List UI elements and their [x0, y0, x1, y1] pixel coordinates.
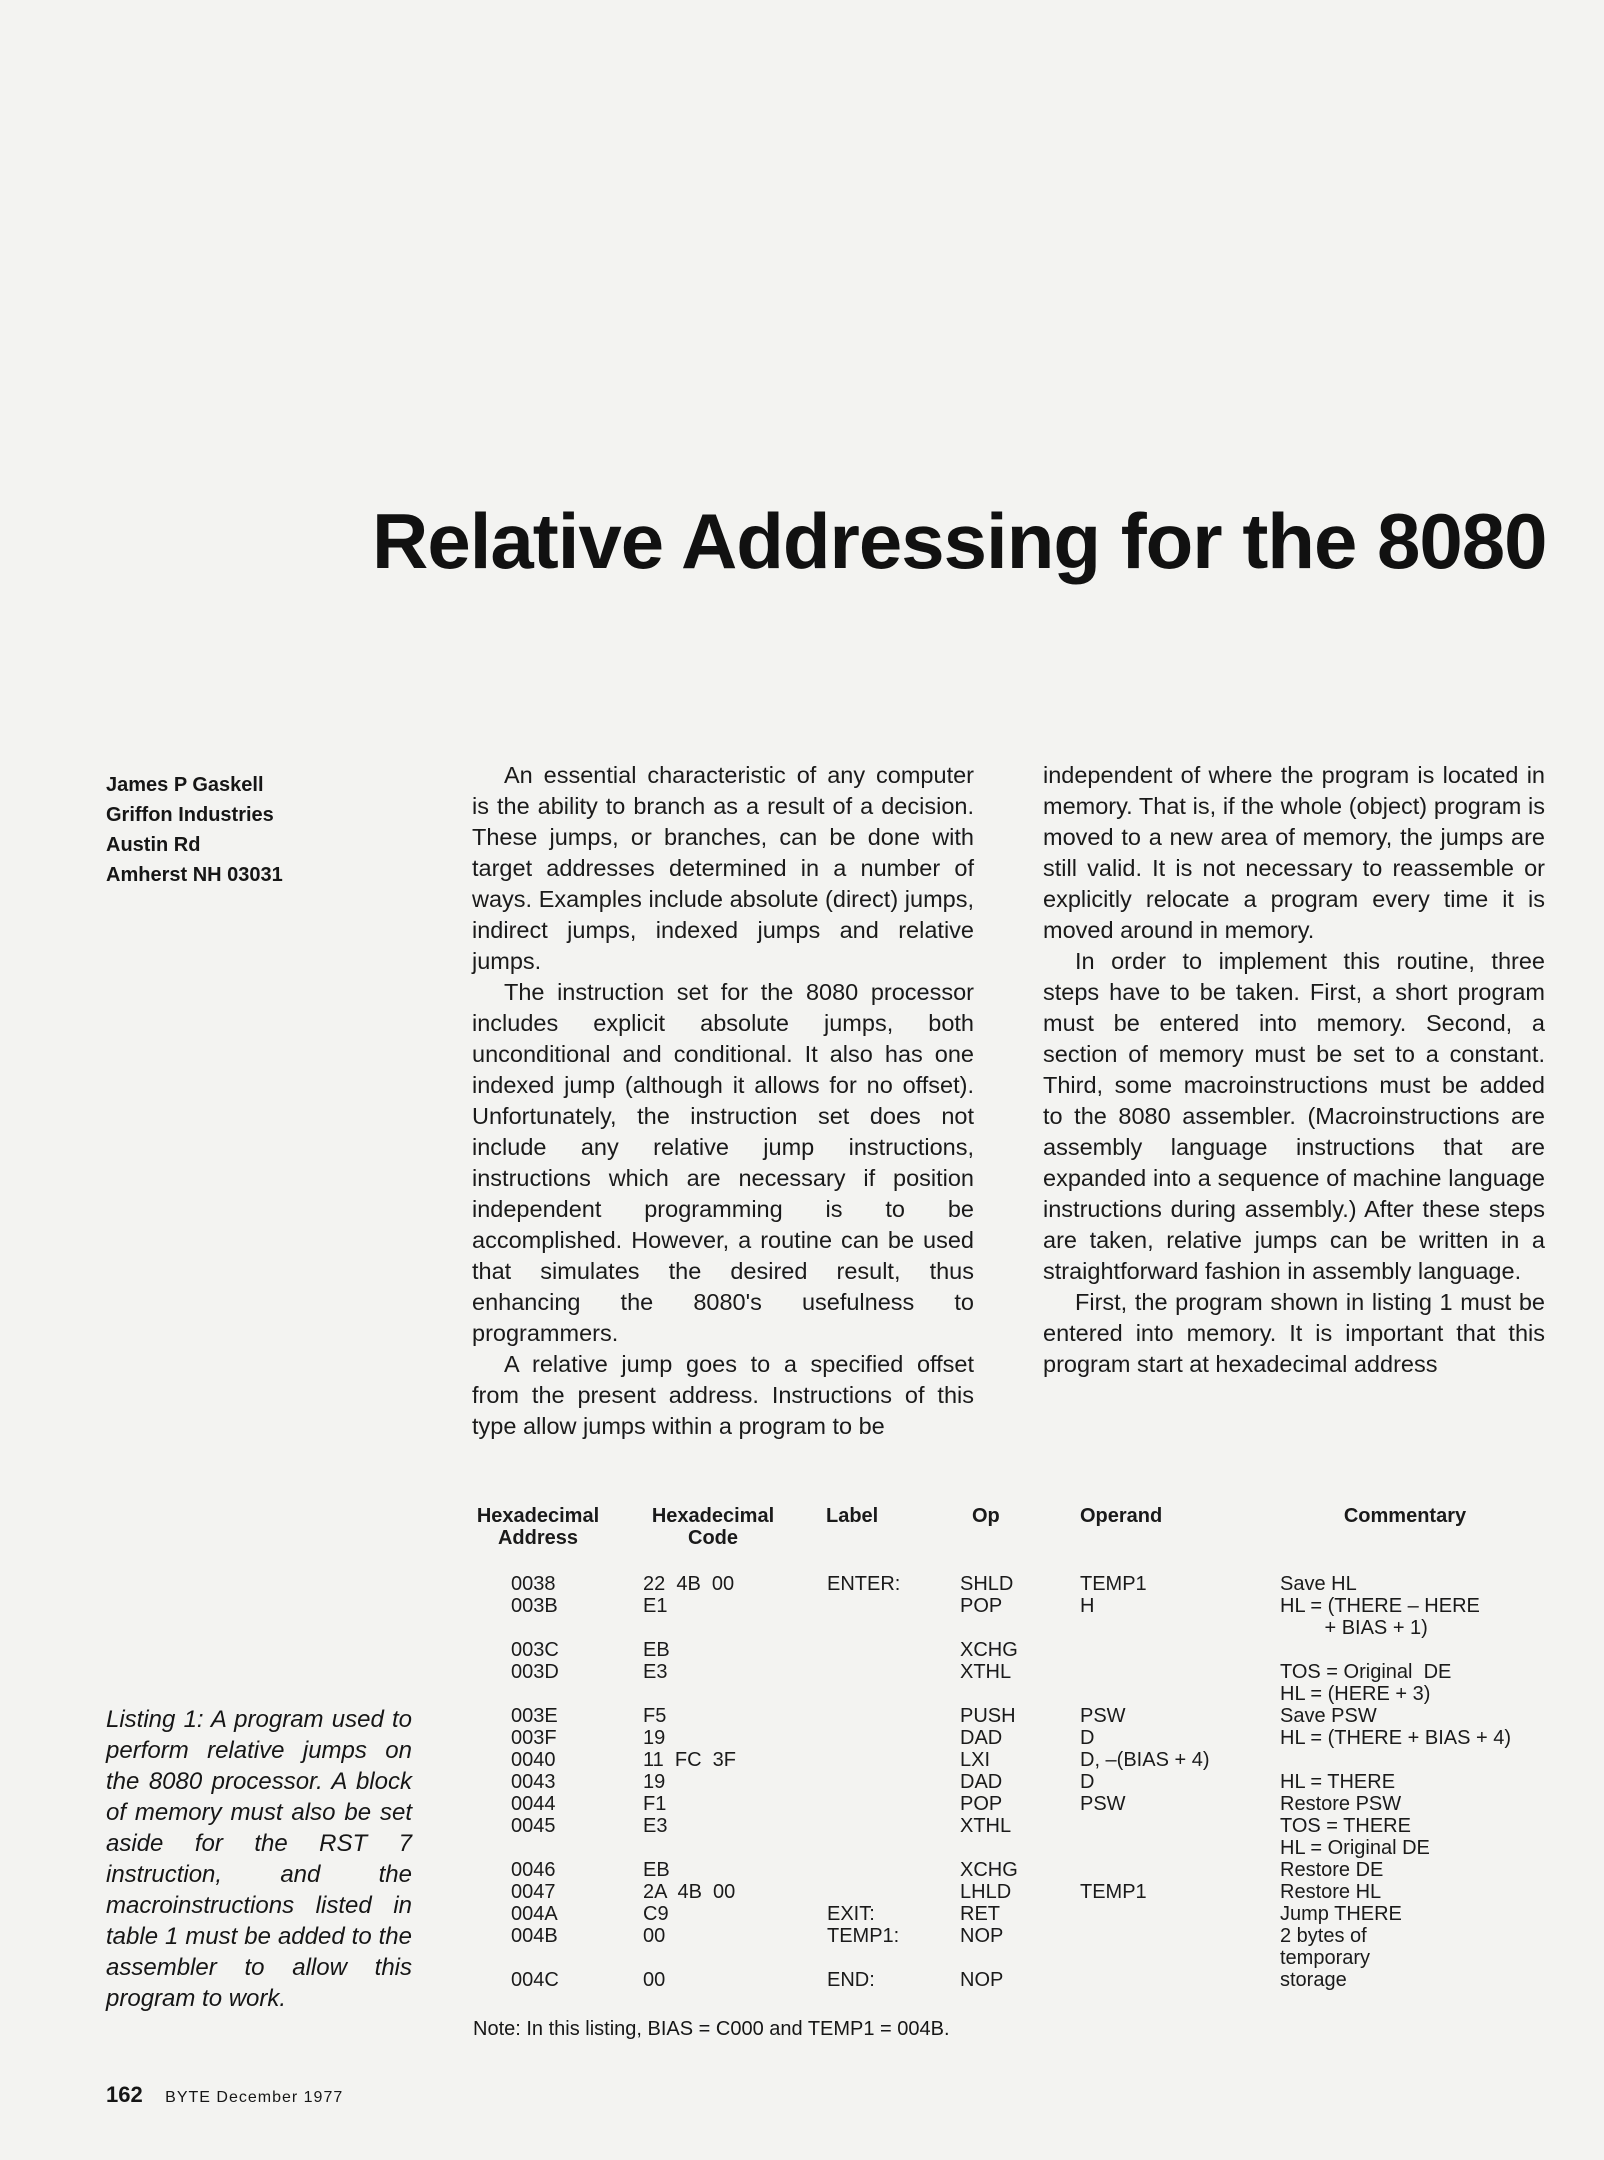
paragraph: A relative jump goes to a specified offset from the present address. Instructions of this type allow jumps within a program to be — [472, 1351, 974, 1439]
listing-code-cell: 22 4B 00 — [643, 1573, 735, 1595]
listing-header-op: Op — [972, 1505, 1000, 1527]
listing-header-label: Label — [826, 1505, 879, 1527]
listing-header-address: Hexadecimal Address — [476, 1505, 600, 1549]
author-block — [106, 770, 366, 890]
page-footer — [106, 2082, 343, 2108]
listing-address-cell: 0043 — [511, 1771, 556, 1793]
listing-code-cell: E3 — [643, 1815, 668, 1837]
listing-address-cell: 003E — [511, 1705, 558, 1727]
listing-op-cell: XTHL — [960, 1661, 1012, 1683]
author-street: Austin Rd — [106, 834, 201, 856]
listing-header-comment: Commentary — [1343, 1505, 1467, 1527]
listing-label-cell: END: — [827, 1969, 875, 1991]
listing-header-operand: Operand — [1080, 1505, 1163, 1527]
listing-operand-cell: PSW — [1080, 1705, 1126, 1727]
listing-address-cell: 003F — [511, 1727, 557, 1749]
listing-comment-cell: Restore PSW — [1280, 1793, 1402, 1815]
listing-code-cell: 11 FC 3F — [643, 1749, 736, 1771]
listing-op-cell: SHLD — [960, 1573, 1014, 1595]
listing-operand-cell: D — [1080, 1771, 1095, 1793]
listing-comment-cell: HL = (THERE + BIAS + 4) — [1280, 1727, 1512, 1749]
listing-address-cell: 003C — [511, 1639, 559, 1661]
listing-op-cell: DAD — [960, 1771, 1003, 1793]
listing-comment-cell: Restore DE — [1280, 1859, 1384, 1881]
body-column-2 — [1043, 760, 1545, 1380]
listing-op-cell: XCHG — [960, 1639, 1018, 1661]
listing-address-cell: 003B — [511, 1595, 558, 1617]
listing-address-cell: 004A — [511, 1903, 558, 1925]
listing-op-cell: POP — [960, 1595, 1003, 1617]
listing-code-cell: F1 — [643, 1793, 667, 1815]
author-company: Griffon Industries — [106, 804, 274, 826]
listing-op-cell: RET — [960, 1903, 1000, 1925]
listing-label-cell: TEMP1: — [827, 1925, 900, 1947]
listing-op-cell: XCHG — [960, 1859, 1018, 1881]
paragraph: The instruction set for the 8080 processor includes explicit absolute jumps, both unconditional and conditional. It also has one indexed jump (although it allows for no offset). Unfortunately, the instruction set does not include any relative jump instructions, instructions which are necessary if position independent programming is to be accomplished. However, a routine can be used that simulates the desired result, thus enhancing the 8080's usefulness to programmers. — [472, 979, 974, 1346]
listing-code-cell: E1 — [643, 1595, 668, 1617]
magazine-issue: BYTE December 1977 — [165, 2089, 344, 2106]
page-number: 162 — [106, 2082, 143, 2107]
listing-op-cell: XTHL — [960, 1815, 1012, 1837]
paragraph: An essential characteristic of any computer is the ability to branch as a result of a decision. These jumps, or branches, can be done with target addresses determined in a number of ways. Examples include absolute (direct) jumps, indirect jumps, indexed jumps and relative jumps. — [472, 762, 974, 974]
author-name: James P Gaskell — [106, 774, 264, 796]
paragraph: independent of where the program is located in memory. That is, if the whole (object) program is moved to a new area of memory, the jumps are still valid. It is not necessary to reassemble or explicitly relocate a program every time it is moved around in memory. — [1043, 762, 1545, 943]
listing-op-cell: NOP — [960, 1969, 1004, 1991]
listing-address-cell: 0047 — [511, 1881, 556, 1903]
paragraph: In order to implement this routine, three steps have to be taken. First, a short program must be entered into memory. Second, a section of memory must be set to a constant. Third, some macroinstructions must be added to the 8080 assembler. (Macroinstructions are assembly language instructions that are expanded into a sequence of machine language instructions during assembly.) After these steps are taken, relative jumps can be written in a straightforward fashion in assembly language. — [1043, 948, 1545, 1284]
listing-op-cell: POP — [960, 1793, 1003, 1815]
listing-header-code: Hexadecimal Code — [651, 1505, 775, 1549]
listing-op-cell: LHLD — [960, 1881, 1012, 1903]
listing-comment-cell: Save HL — [1280, 1573, 1357, 1595]
listing-code-cell: EB — [643, 1859, 670, 1881]
listing-code-cell: 19 — [643, 1771, 666, 1793]
listing-comment-cell: HL = THERE — [1280, 1771, 1396, 1793]
listing-label-cell: EXIT: — [827, 1903, 875, 1925]
listing-caption: Listing 1: A program used to perform relative jumps on the 8080 processor. A block of memory must also be set aside for the RST 7 instruction, and the macroinstructions listed in table 1 must be added to the assembler to allow this program to work. — [106, 1706, 412, 2012]
listing-comment-cell: Jump THERE — [1280, 1903, 1402, 1925]
listing-address-cell: 004B — [511, 1925, 558, 1947]
listing-code-cell: EB — [643, 1639, 670, 1661]
listing-operand-cell: PSW — [1080, 1793, 1126, 1815]
listing-code-cell: 2A 4B 00 — [643, 1881, 736, 1903]
listing-operand-cell: D, –(BIAS + 4) — [1080, 1749, 1210, 1771]
listing-comment-cell: TOS = Original DE HL = (HERE + 3) — [1280, 1661, 1452, 1705]
listing-label-cell: ENTER: — [827, 1573, 901, 1595]
listing-op-cell: PUSH — [960, 1705, 1016, 1727]
listing-address-cell: 0044 — [511, 1793, 556, 1815]
listing-operand-cell: H — [1080, 1595, 1095, 1617]
listing-address-cell: 004C — [511, 1969, 559, 1991]
listing-code-cell: 00 — [643, 1925, 666, 1947]
article-title: Relative Addressing for the 8080 — [372, 497, 1547, 585]
listing-op-cell: LXI — [960, 1749, 991, 1771]
listing-comment-cell: Restore HL — [1280, 1881, 1382, 1903]
listing-op-cell: NOP — [960, 1925, 1004, 1947]
listing-address-cell: 0045 — [511, 1815, 556, 1837]
listing-comment-cell: HL = (THERE – HERE + BIAS + 1) — [1280, 1595, 1480, 1639]
listing-comment-cell: Save PSW — [1280, 1705, 1377, 1727]
body-column-1 — [472, 760, 974, 1442]
author-city: Amherst NH 03031 — [106, 864, 283, 886]
listing-address-cell: 003D — [511, 1661, 559, 1683]
listing-code-cell: 19 — [643, 1727, 666, 1749]
listing-operand-cell: D — [1080, 1727, 1095, 1749]
listing-code-cell: 00 — [643, 1969, 666, 1991]
listing-op-cell: DAD — [960, 1727, 1003, 1749]
listing-code-cell: F5 — [643, 1705, 667, 1727]
listing-comment-cell: 2 bytes of temporary storage — [1280, 1925, 1371, 1991]
listing-code-cell: C9 — [643, 1903, 669, 1925]
listing-operand-cell: TEMP1 — [1080, 1573, 1147, 1595]
listing-code-cell: E3 — [643, 1661, 668, 1683]
listing-address-cell: 0038 — [511, 1573, 556, 1595]
listing-address-cell: 0040 — [511, 1749, 556, 1771]
listing-operand-cell: TEMP1 — [1080, 1881, 1147, 1903]
listing-note: Note: In this listing, BIAS = C000 and TEMP1 = 004B. — [473, 2018, 950, 2040]
listing-address-cell: 0046 — [511, 1859, 556, 1881]
paragraph: First, the program shown in listing 1 must be entered into memory. It is important that this program start at hexadecimal address — [1043, 1289, 1545, 1377]
listing-comment-cell: TOS = THERE HL = Original DE — [1280, 1815, 1430, 1859]
